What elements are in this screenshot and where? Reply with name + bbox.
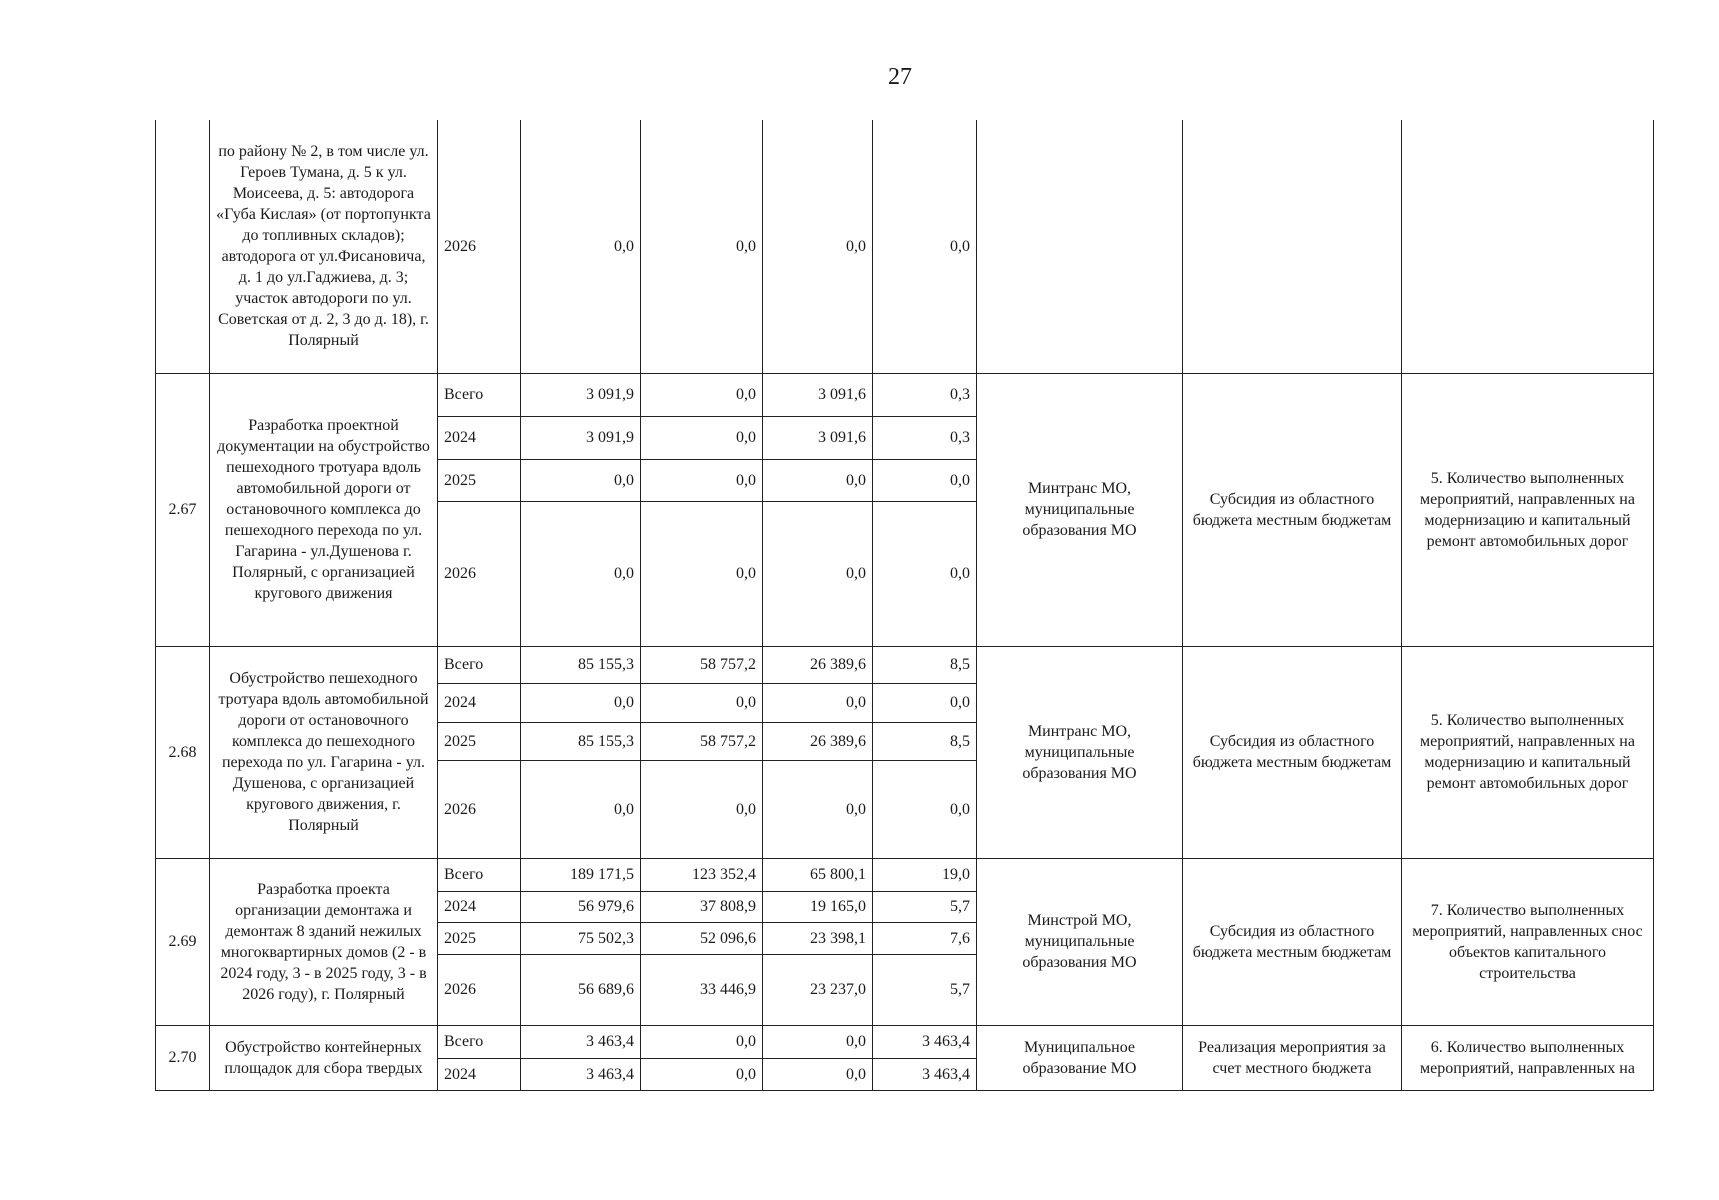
year-label: 2025 — [438, 722, 521, 760]
funding-source: Реализация мероприятия за счет местного бюджета — [1183, 1025, 1402, 1090]
year-label: Всего — [438, 373, 521, 416]
table-row — [156, 858, 1654, 891]
value-federal: 0,0 — [641, 1058, 763, 1090]
value-regional: 0,0 — [763, 1025, 873, 1058]
row-index: 2.69 — [156, 858, 210, 1025]
year-label: 2025 — [438, 459, 521, 501]
funding-source — [1183, 120, 1402, 373]
value-regional: 0,0 — [763, 683, 873, 722]
value-federal: 0,0 — [641, 120, 763, 373]
value-federal: 123 352,4 — [641, 858, 763, 891]
value-total: 75 502,3 — [521, 922, 641, 954]
executor: Муниципальное образование МО — [977, 1025, 1183, 1090]
value-regional: 26 389,6 — [763, 722, 873, 760]
value-local: 19,0 — [873, 858, 977, 891]
value-federal: 0,0 — [641, 373, 763, 416]
value-local: 8,5 — [873, 646, 977, 683]
value-regional: 19 165,0 — [763, 891, 873, 922]
value-local: 0,0 — [873, 459, 977, 501]
year-label: Всего — [438, 646, 521, 683]
value-regional: 0,0 — [763, 120, 873, 373]
value-federal: 52 096,6 — [641, 922, 763, 954]
year-label: 2025 — [438, 922, 521, 954]
value-regional: 0,0 — [763, 459, 873, 501]
value-local: 0,0 — [873, 120, 977, 373]
value-total: 189 171,5 — [521, 858, 641, 891]
indicator — [1402, 120, 1654, 373]
value-regional: 26 389,6 — [763, 646, 873, 683]
value-regional: 65 800,1 — [763, 858, 873, 891]
year-label: 2024 — [438, 416, 521, 459]
value-federal: 33 446,9 — [641, 954, 763, 1025]
funding-source: Субсидия из областного бюджета местным бюджетам — [1183, 373, 1402, 646]
measure-description: Обустройство контейнерных площадок для сбора твердых — [210, 1025, 438, 1090]
value-local: 0,0 — [873, 501, 977, 646]
value-total: 3 463,4 — [521, 1025, 641, 1058]
value-total: 85 155,3 — [521, 722, 641, 760]
measure-description: по району № 2, в том числе ул. Героев Тумана, д. 5 к ул. Моисеева, д. 5: автодорога «Губа Кислая» (от портопункта до топливных складов); автодорога от ул.Фисановича, д. 1 до ул.Гаджиева, д. 3; участок автодороги по ул. Советская от д. 2, 3 до д. 18), г. Полярный — [210, 120, 438, 373]
value-local: 0,3 — [873, 373, 977, 416]
value-regional: 0,0 — [763, 1058, 873, 1090]
executor — [977, 120, 1183, 373]
year-label: 2024 — [438, 891, 521, 922]
measure-description: Обустройство пешеходного тротуара вдоль автомобильной дороги от остановочного комплекса до пешеходного перехода по ул. Гагарина - ул. Душенова, с организацией кругового движения, г. Полярный — [210, 646, 438, 858]
value-federal: 0,0 — [641, 416, 763, 459]
row-index: 2.67 — [156, 373, 210, 646]
value-total: 0,0 — [521, 683, 641, 722]
value-total: 3 091,9 — [521, 416, 641, 459]
year-label: 2026 — [438, 954, 521, 1025]
measure-description: Разработка проектной документации на обустройство пешеходного тротуара вдоль автомобильной дороги от остановочного комплекса до пешеходного перехода по ул. Гагарина - ул.Душенова г. Полярный, с организацией кругового движения — [210, 373, 438, 646]
funding-source: Субсидия из областного бюджета местным бюджетам — [1183, 858, 1402, 1025]
value-total: 56 689,6 — [521, 954, 641, 1025]
year-label: 2026 — [438, 501, 521, 646]
table-row — [156, 1025, 1654, 1058]
funding-source: Субсидия из областного бюджета местным бюджетам — [1183, 646, 1402, 858]
value-total: 0,0 — [521, 760, 641, 858]
indicator: 7. Количество выполненных мероприятий, направленных снос объектов капитального строительства — [1402, 858, 1654, 1025]
value-regional: 0,0 — [763, 760, 873, 858]
year-label: Всего — [438, 858, 521, 891]
value-regional: 23 237,0 — [763, 954, 873, 1025]
value-federal: 0,0 — [641, 1025, 763, 1058]
year-label: Всего — [438, 1025, 521, 1058]
value-total: 0,0 — [521, 501, 641, 646]
value-total: 85 155,3 — [521, 646, 641, 683]
value-federal: 0,0 — [641, 760, 763, 858]
measure-description: Разработка проекта организации демонтажа и демонтаж 8 зданий нежилых многоквартирных домов (2 - в 2024 году, 3 - в 2025 году, 3 - в 2026 году), г. Полярный — [210, 858, 438, 1025]
year-label: 2026 — [438, 760, 521, 858]
value-federal: 58 757,2 — [641, 722, 763, 760]
row-index — [156, 120, 210, 373]
value-local: 3 463,4 — [873, 1025, 977, 1058]
year-label: 2024 — [438, 683, 521, 722]
value-total: 0,0 — [521, 459, 641, 501]
value-total: 0,0 — [521, 120, 641, 373]
table-row — [156, 373, 1654, 416]
value-regional: 23 398,1 — [763, 922, 873, 954]
indicator: 5. Количество выполненных мероприятий, направленных на модернизацию и капитальный ремонт автомобильных дорог — [1402, 373, 1654, 646]
executor: Минстрой МО, муниципальные образования МО — [977, 858, 1183, 1025]
year-label: 2026 — [438, 120, 521, 373]
value-federal: 37 808,9 — [641, 891, 763, 922]
value-federal: 58 757,2 — [641, 646, 763, 683]
value-local: 5,7 — [873, 954, 977, 1025]
page-number: 27 — [888, 64, 912, 90]
indicator: 6. Количество выполненных мероприятий, направленных на — [1402, 1025, 1654, 1090]
table-row — [156, 646, 1654, 683]
value-total: 56 979,6 — [521, 891, 641, 922]
value-regional: 0,0 — [763, 501, 873, 646]
row-index: 2.70 — [156, 1025, 210, 1090]
executor: Минтранс МО, муниципальные образования МО — [977, 646, 1183, 858]
indicator: 5. Количество выполненных мероприятий, направленных на модернизацию и капитальный ремонт автомобильных дорог — [1402, 646, 1654, 858]
value-regional: 3 091,6 — [763, 416, 873, 459]
value-federal: 0,0 — [641, 683, 763, 722]
value-local: 7,6 — [873, 922, 977, 954]
value-local: 0,0 — [873, 760, 977, 858]
year-label: 2024 — [438, 1058, 521, 1090]
value-local: 8,5 — [873, 722, 977, 760]
value-local: 3 463,4 — [873, 1058, 977, 1090]
value-local: 5,7 — [873, 891, 977, 922]
value-federal: 0,0 — [641, 459, 763, 501]
value-local: 0,0 — [873, 683, 977, 722]
value-local: 0,3 — [873, 416, 977, 459]
value-federal: 0,0 — [641, 501, 763, 646]
program-table — [155, 120, 1654, 1091]
value-regional: 3 091,6 — [763, 373, 873, 416]
value-total: 3 091,9 — [521, 373, 641, 416]
value-total: 3 463,4 — [521, 1058, 641, 1090]
table-row — [156, 120, 1654, 373]
row-index: 2.68 — [156, 646, 210, 858]
executor: Минтранс МО, муниципальные образования МО — [977, 373, 1183, 646]
